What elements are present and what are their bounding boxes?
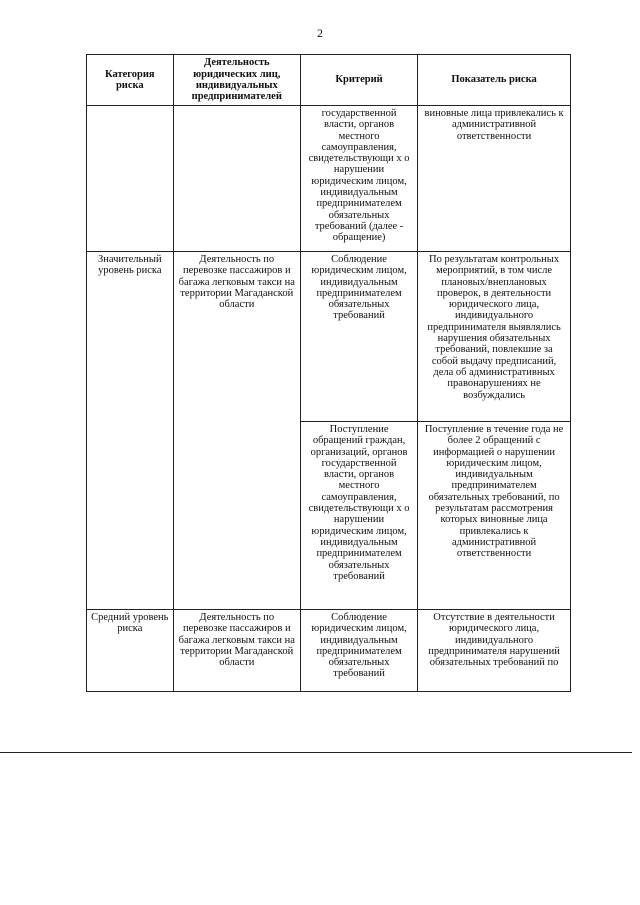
cell-criterion: Соблюдение юридическим лицом, индивидуальным предпринимателем обязательных требований <box>300 610 417 692</box>
table-row <box>87 106 571 252</box>
cell-indicator: Поступление в течение года не более 2 обращений с информацией о нарушении юридическим лицом, индивидуальным предпринимателем обязательных требований, по результатам рассмотрения которых виновные лица привлекались к административной ответственности <box>418 422 571 610</box>
cell-category-medium: Средний уровень риска <box>87 610 174 692</box>
table-row <box>87 610 571 692</box>
cell-category-significant: Значительный уровень риска <box>87 252 174 610</box>
page-number: 2 <box>317 26 323 40</box>
table-row <box>87 252 571 422</box>
risk-table <box>86 54 571 692</box>
header-criterion: Критерий <box>300 55 417 106</box>
cell-activity-significant: Деятельность по перевозке пассажиров и багажа легковым такси на территории Магаданской области <box>173 252 300 610</box>
header-activity: Деятельность юридических лиц, индивидуальных предпринимателей <box>173 55 300 106</box>
header-risk-category: Категория риска <box>87 55 174 106</box>
cell-indicator: Отсутствие в деятельности юридического лица, индивидуального предпринимателя нарушений обязательных требований по <box>418 610 571 692</box>
cell-activity-medium: Деятельность по перевозке пассажиров и багажа легковым такси на территории Магаданской области <box>173 610 300 692</box>
cell-activity <box>173 106 300 252</box>
table-header-row <box>87 55 571 106</box>
cell-criterion: государственной власти, органов местного самоуправления, свидетельствующи х о нарушении юридическим лицом, индивидуальным предпринимателем обязательных требований (далее - обращение) <box>300 106 417 252</box>
header-risk-indicator: Показатель риска <box>418 55 571 106</box>
cell-indicator: По результатам контрольных мероприятий, в том числе плановых/внеплановых проверок, в деятельности юридического лица, индивидуального предпринимателя выявлялись нарушения обязательных требований, повлекшие за собой выдачу предписаний, дела об административных правонарушениях не возбуждались <box>418 252 571 422</box>
cell-indicator: виновные лица привлекались к административной ответственности <box>418 106 571 252</box>
footer-divider <box>0 752 632 753</box>
cell-category <box>87 106 174 252</box>
cell-criterion: Поступление обращений граждан, организаций, органов государственной власти, органов местного самоуправления, свидетельствующи х о нарушении юридическим лицом, индивидуальным предпринимателем обязательных требований <box>300 422 417 610</box>
cell-criterion: Соблюдение юридическим лицом, индивидуальным предпринимателем обязательных требований <box>300 252 417 422</box>
